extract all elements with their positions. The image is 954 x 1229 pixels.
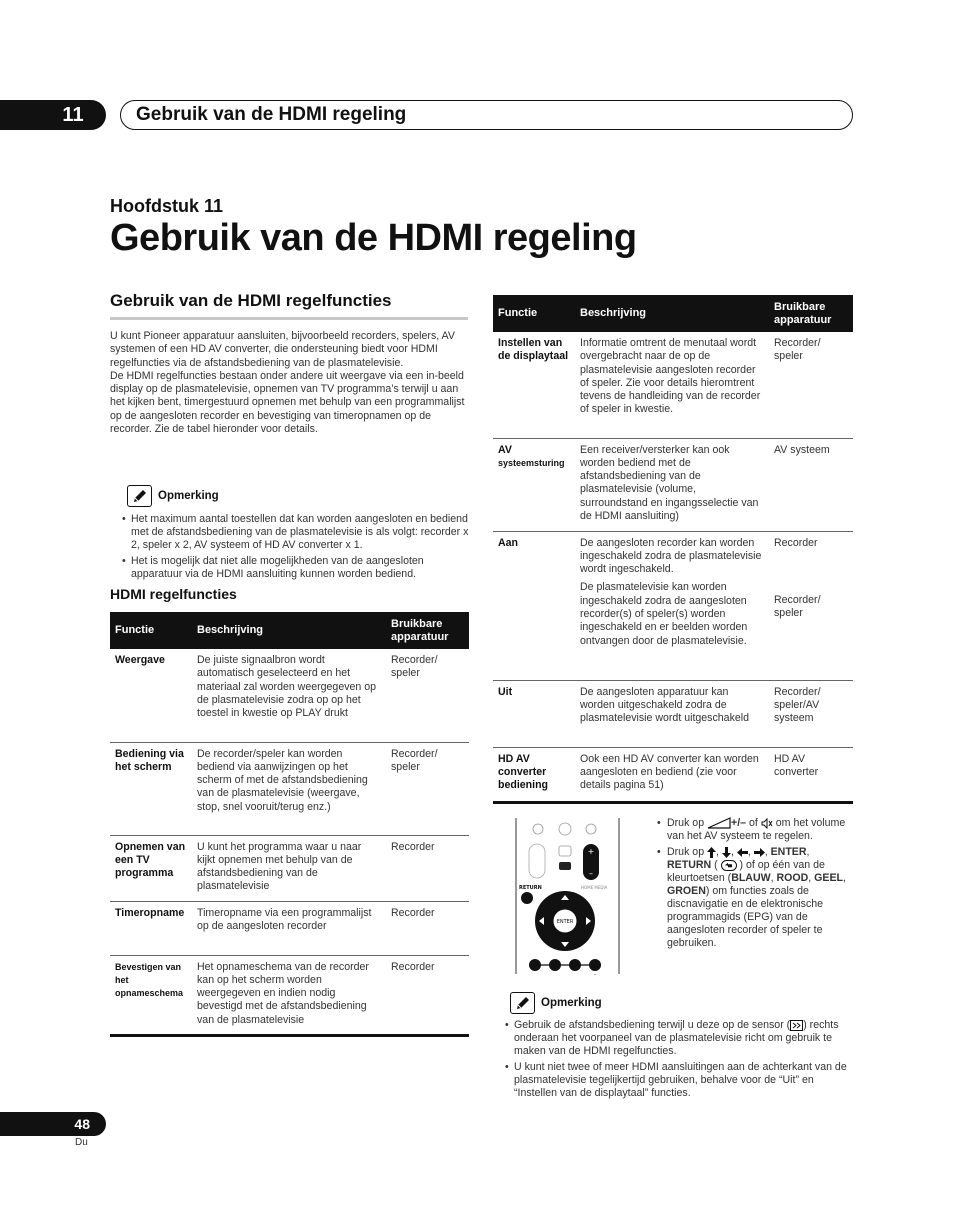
function-cell: Bevestigen van het opnameschema <box>110 955 192 1035</box>
remote-control-illustration <box>515 816 620 976</box>
svg-text:+: + <box>587 847 595 856</box>
note-item: • U kunt niet twee of meer HDMI aansluitingen aan de achterkant van de plasmatelevisie tegelijkertijd gebruiken, behalve voor de “Uit” en “Instellen van de displaytaal” functies. <box>505 1061 853 1100</box>
note-list <box>122 513 470 584</box>
remote-return-label: RETURN <box>519 885 542 891</box>
description-cell: Timeropname via een programmalijst op de aangesloten recorder <box>192 901 386 955</box>
devices-part: Recorder <box>774 536 818 549</box>
intro-paragraph-1: U kunt Pioneer apparatuur aansluiten, bijvoorbeeld recorders, spelers, AV systemen of een HD AV converter, die ondersteuning biedt voor HDMI regelfuncties via de afstandsbediening van de plasmatelevisie. <box>110 330 455 369</box>
function-cell: Timeropname <box>110 901 192 955</box>
function-cell <box>493 438 575 531</box>
function-small: systeemsturing <box>498 457 565 468</box>
devices-cell: Recorder/ speler <box>386 649 469 742</box>
remote-instruction-volume: • Druk op +/– of om het volume van het AV systeem te regelen. <box>655 817 855 843</box>
devices-cell: Recorder/ speler <box>386 742 469 835</box>
devices-cell <box>769 531 853 680</box>
table-title: HDMI regelfuncties <box>110 586 237 602</box>
col-header-devices: Bruikbare apparatuur <box>769 295 853 332</box>
page-number-tab <box>0 1112 106 1136</box>
note-list-2 <box>505 1019 853 1103</box>
devices-cell: Recorder <box>386 835 469 901</box>
remote-minus-label: – <box>593 971 597 976</box>
page-language: Du <box>75 1137 88 1148</box>
devices-cell: Recorder <box>386 901 469 955</box>
arrow-down-icon <box>722 847 731 858</box>
note-label: Opmerking <box>158 490 219 502</box>
running-header <box>120 100 853 130</box>
description-cell: De juiste signaalbron wordt automatisch geselecteerd en het materiaal zal worden weergegeven op de plasmatelevisie zodra op op het toestel in kwestie op PLAY drukt <box>192 649 386 742</box>
description-cell: Het opnameschema van de recorder kan op het scherm worden weergegeven en indien nodig bevestigd met de afstandsbediening van de plasmatelevisie <box>192 955 386 1035</box>
note-item: • Het maximum aantal toestellen dat kan worden aangesloten en bediend met de afstandsbediening van de plasmatelevisie is als volgt: recorder x 2, speler x 2, AV systeem of HD AV converter x 1. <box>122 513 470 552</box>
col-header-devices: Bruikbare apparatuur <box>386 612 469 649</box>
mute-icon <box>761 818 773 829</box>
devices-cell: AV systeem <box>769 438 853 531</box>
note-item: • Gebruik de afstandsbediening terwijl u deze op de sensor ( ) rechts onderaan het voorpaneel van de plasmatelevisie richt om gebruik te maken van de HDMI regelfuncties. <box>505 1019 853 1058</box>
arrow-right-icon <box>754 848 765 857</box>
note-heading-2 <box>510 992 602 1014</box>
function-cell: Opnemen van een TV programma <box>110 835 192 901</box>
table-row <box>493 747 853 802</box>
description-cell: Informatie omtrent de menutaal wordt overgebracht naar de op de plasmatelevisie aangesloten recorder of speler. Zie voor details hieromtrent tevens de handleiding van de recorder of speler in kwestie. <box>575 332 769 438</box>
note-heading <box>127 485 219 507</box>
svg-text:–: – <box>589 869 593 878</box>
description-cell: U kunt het programma waar u naar kijkt opnemen met behulp van de afstandsbediening van de plasmatelevisie <box>192 835 386 901</box>
description-cell: Ook een HD AV converter kan worden aangesloten en bediend (zie voor details pagina 51) <box>575 747 769 802</box>
remote-instruction-navigation: • Druk op , , , , ENTER, RETURN ( ) of op één van de kleurtoetsen (BLAUW, ROOD, GEEL, GROEN) om functies zoals de discnavigatie en de elektronische programmagids (EPG) van de aangesloten recorder of speler te gebruiken. <box>655 846 855 950</box>
table-row <box>110 742 469 835</box>
chapter-number: 11 <box>62 103 84 126</box>
remote-control-icon <box>515 816 620 976</box>
description-cell: Een receiver/versterker kan ook worden bediend met de afstandsbediening van de plasmatelevisie (volume, surroundstand en ingangsselectie van de HDMI aansluiting) <box>575 438 769 531</box>
running-header-title: Gebruik van de HDMI regeling <box>136 104 407 125</box>
col-header-description: Beschrijving <box>192 612 386 649</box>
intro-text <box>110 330 468 436</box>
pencil-note-icon <box>510 992 535 1014</box>
description-part: De aangesloten recorder kan worden ingeschakeld zodra de plasmatelevisie wordt ingeschakeld. <box>580 536 762 576</box>
sensor-icon <box>790 1020 803 1031</box>
table-row <box>493 680 853 747</box>
function-cell: Uit <box>493 680 575 747</box>
devices-part: Recorder/ speler <box>774 593 821 619</box>
devices-cell <box>769 680 853 747</box>
col-header-function: Functie <box>493 295 575 332</box>
chapter-number-tab <box>0 100 106 130</box>
function-table-left <box>110 612 469 1037</box>
chapter-subtitle: Hoofdstuk 11 <box>110 196 224 216</box>
function-cell: Instellen van de displaytaal <box>493 332 575 438</box>
table-row <box>493 531 853 680</box>
intro-paragraph-2: De HDMI regelfuncties bestaan onder andere uit weergave via een in-beeld display op de plasmatelevisie, opnemen van TV programma’s terwijl u aan het kijken bent, timergestuurd opnemen met behulp van een programmalijst op de aangesloten recorder en bevestiging van timeropnamen op de recorder. Zie de tabel hieronder voor details. <box>110 369 465 436</box>
function-main: AV <box>498 443 512 456</box>
chapter-title: Gebruik van de HDMI regeling <box>110 217 637 259</box>
function-cell: Bediening via het scherm <box>110 742 192 835</box>
arrow-up-icon <box>707 847 716 858</box>
col-header-description: Beschrijving <box>575 295 769 332</box>
note-item: • Het is mogelijk dat niet alle mogelijkheden van de aangesloten apparatuur via de HDMI aansluiting kunnen worden bediend. <box>122 555 470 581</box>
remote-enter-label: ENTER <box>556 919 574 925</box>
description-cell: De aangesloten apparatuur kan worden uitgeschakeld zodra de plasmatelevisie wordt uitgeschakeld <box>575 680 769 747</box>
return-icon <box>721 860 737 871</box>
remote-instructions <box>655 817 855 953</box>
table-row <box>110 901 469 955</box>
description-cell <box>575 531 769 680</box>
devices-cell: Recorder/ speler <box>769 332 853 438</box>
table-row <box>110 835 469 901</box>
function-table-right <box>493 295 853 804</box>
devices-cell: HD AV converter <box>769 747 853 802</box>
function-cell: Weergave <box>110 649 192 742</box>
function-cell: Aan <box>493 531 575 680</box>
note-label: Opmerking <box>541 997 602 1009</box>
devices-text: Recorder/ speler/AV systeem <box>774 685 821 725</box>
devices-cell: Recorder <box>386 955 469 1035</box>
arrow-left-icon <box>737 848 748 857</box>
table-row <box>110 955 469 1035</box>
description-part: De plasmatelevisie kan worden ingeschakeld zodra de aangesloten recorder(s) of speler(s) worden ingeschakeld en er beelden worden ontvangen door de plasmatelevisie. <box>580 581 748 647</box>
pencil-note-icon <box>127 485 152 507</box>
table-row <box>493 438 853 531</box>
table-row <box>110 649 469 742</box>
section-title: Gebruik van de HDMI regelfuncties <box>110 291 468 320</box>
col-header-function: Functie <box>110 612 192 649</box>
table-row <box>493 332 853 438</box>
description-cell: De recorder/speler kan worden bediend via aanwijzingen op het scherm of met de afstandsbediening van de plasmatelevisie (weergave, stop, snel vooruit/terug enz.) <box>192 742 386 835</box>
page-number: 48 <box>74 1116 90 1132</box>
remote-home-label: HOME MEDIA <box>581 885 608 890</box>
volume-wedge-icon <box>707 817 731 829</box>
function-cell: HD AV converter bediening <box>493 747 575 802</box>
